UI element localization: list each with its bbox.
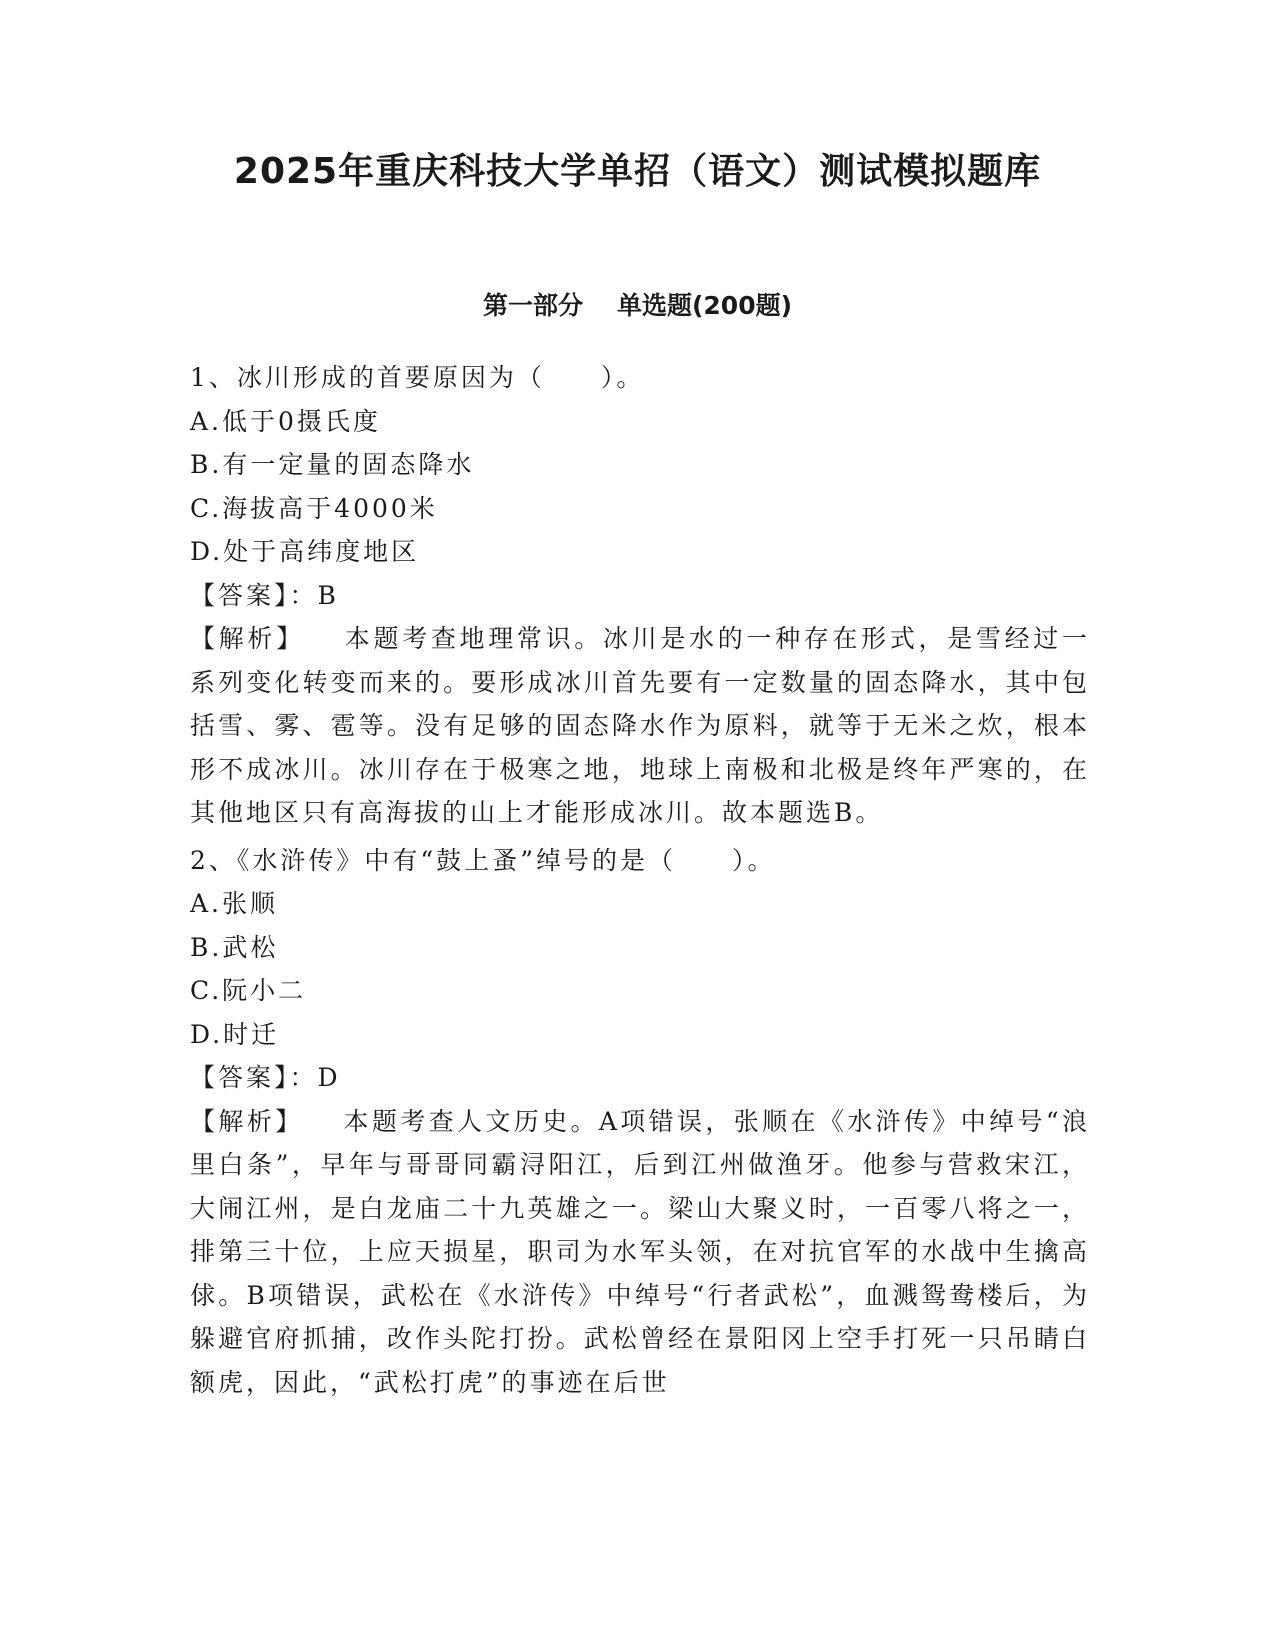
answer-line bbox=[190, 574, 1090, 618]
answer-line bbox=[190, 1056, 1090, 1100]
question-stem: 1、冰川形成的首要原因为（ ）。 bbox=[190, 363, 645, 392]
answer-label: 【答案】： bbox=[190, 1063, 318, 1092]
option-b: B.武松 bbox=[190, 932, 279, 962]
analysis-label: 【解析】 bbox=[190, 624, 305, 653]
question-item bbox=[190, 839, 1090, 1405]
document-title: 2025年重庆科技大学单招（语文）测试模拟题库 bbox=[233, 151, 1042, 192]
option-a: A.低于0摄氏度 bbox=[190, 406, 381, 436]
answer-value: D bbox=[317, 1063, 341, 1092]
option-c: C.阮小二 bbox=[190, 976, 307, 1005]
answer-value: B bbox=[317, 580, 339, 610]
analysis-paragraph bbox=[190, 617, 1090, 835]
analysis-paragraph bbox=[190, 1100, 1090, 1405]
answer-label: 【答案】： bbox=[190, 580, 318, 610]
option-d: D.处于高纬度地区 bbox=[190, 537, 420, 566]
question-item bbox=[190, 356, 1090, 835]
option-d: D.时迁 bbox=[190, 1019, 280, 1049]
option-a: A.张顺 bbox=[190, 889, 279, 918]
question-stem: 2、《水浒传》中有“鼓上蚤”绰号的是（ ）。 bbox=[190, 845, 776, 875]
section-part: 第一部分 bbox=[482, 291, 583, 320]
analysis-text: 本题考查人文历史。A项错误，张顺在《水浒传》中绰号“浪里白条”，早年与哥哥同霸浔阳江，后到江州做渔牙。他参与营救宋江，大闹江州，是白龙庙二十九英雄之一。梁山大聚义时，一百零八将之一，排第三十位，上应天损星，职司为水军头领，在对抗官军的水战中生擒高俅。B项错误，武松在《水浒传》中绰号“行者武松”，血溅鸳鸯楼后，为躲避官府抓捕，改作头陀打扮。武松曾经在景阳冈上空手打死一只吊睛白额虎，因此，“武松打虎”的事迹在后世 bbox=[190, 1106, 1090, 1397]
section-title bbox=[0, 290, 1275, 322]
option-c: C.海拔高于4000米 bbox=[190, 493, 438, 523]
question-list bbox=[190, 356, 1090, 1408]
option-b: B.有一定量的固态降水 bbox=[190, 450, 475, 479]
analysis-label: 【解析】 bbox=[190, 1106, 304, 1136]
section-name: 单选题(200题) bbox=[616, 291, 793, 320]
analysis-text: 本题考查地理常识。冰川是水的一种存在形式，是雪经过一系列变化转变而来的。要形成冰川首先要有一定数量的固态降水，其中包括雪、雾、雹等。没有足够的固态降水作为原料，就等于无米之炊，根本形不成冰川。冰川存在于极寒之地，地球上南极和北极是终年严寒的，在其他地区只有高海拔的山上才能形成冰川。故本题选B。 bbox=[190, 624, 1090, 827]
